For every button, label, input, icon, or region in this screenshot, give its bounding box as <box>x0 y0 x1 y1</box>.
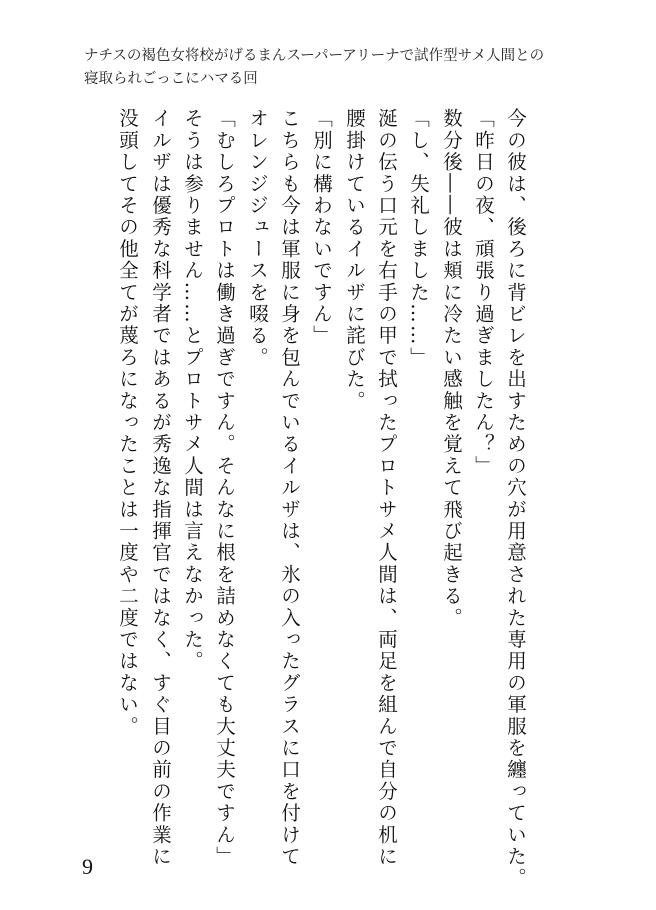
page-number: 9 <box>82 854 93 879</box>
body-text-line: 「別に構わないですん」 <box>310 108 333 347</box>
body-text-line: 「むしろプロトは働き過ぎですん。そんなに根を詰めなくても大丈夫ですん」 <box>213 108 236 868</box>
running-head-line-1: ナチスの褐色女将校がげるまんスーパーアリーナで試作型サメ人間との <box>84 48 545 64</box>
body-text-line: 腰掛けているイルザに詫びた。 <box>343 108 366 412</box>
body-text-line: 「昨日の夜、頑張り過ぎましたん？」 <box>472 108 495 477</box>
body-text-line: こちらも今は軍服に身を包んでいるイルザは、氷の入ったグラスに口を付けて <box>278 108 301 868</box>
running-head-line-2: 寝取られごっこにハマる回 <box>84 71 258 87</box>
body-text-line: イルザは優秀な科学者ではあるが秀逸な指揮官ではなく、すぐ目の前の作業に <box>149 108 172 868</box>
body-text-line: オレンジジュースを啜る。 <box>246 108 269 369</box>
body-text-line: 数分後――彼は頬に冷たい感触を覚えて飛び起きる。 <box>440 108 463 629</box>
body-text-line: そうは参りません……とプロトサメ人間は言えなかった。 <box>181 108 204 673</box>
body-text-line: 「し、失礼しました……」 <box>407 108 430 369</box>
body-text-line: 涎の伝う口元を右手の甲で拭ったプロトサメ人間は、両足を組んで自分の机に <box>375 108 398 868</box>
body-text-line: 没頭してその他全てが蔑ろになったことは一度や二度ではない。 <box>116 108 139 738</box>
body-text-line: 今の彼は、後ろに背ビレを出すための穴が用意された専用の軍服を纏っていた。 <box>504 108 527 890</box>
